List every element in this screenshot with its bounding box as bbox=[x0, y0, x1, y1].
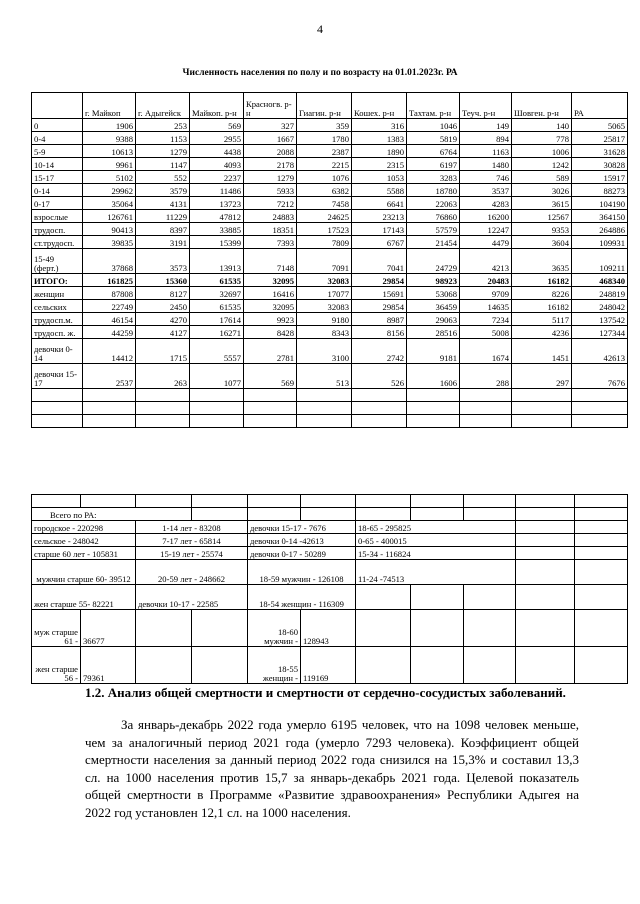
empty-cell bbox=[32, 389, 83, 402]
empty-cell bbox=[352, 389, 407, 402]
table-cell: 3573 bbox=[136, 249, 190, 274]
table-cell: 149 bbox=[460, 119, 512, 132]
empty-cell bbox=[136, 415, 190, 428]
row-label: трудосп. bbox=[32, 223, 83, 236]
table-cell: 9961 bbox=[83, 158, 136, 171]
table-cell: 11486 bbox=[190, 184, 244, 197]
table-cell: 33885 bbox=[190, 223, 244, 236]
table-cell: 6767 bbox=[352, 236, 407, 249]
row-label: 0 bbox=[32, 119, 83, 132]
table-cell: 1890 bbox=[352, 145, 407, 158]
summary-cell: жен старше 55- 82221 bbox=[32, 585, 136, 610]
table-cell: 6197 bbox=[407, 158, 460, 171]
table-cell: 569 bbox=[190, 119, 244, 132]
summary-cell: 18-54 женщин - 116309 bbox=[248, 585, 356, 610]
table-cell: 364150 bbox=[572, 210, 628, 223]
table-cell: 39835 bbox=[83, 236, 136, 249]
empty-row bbox=[32, 402, 628, 415]
table-cell: 7234 bbox=[460, 313, 512, 326]
table-cell: 87808 bbox=[83, 287, 136, 300]
table-cell: 18780 bbox=[407, 184, 460, 197]
table-cell: 23213 bbox=[352, 210, 407, 223]
table-cell: 589 bbox=[512, 171, 572, 184]
table-cell: 359 bbox=[297, 119, 352, 132]
table-cell: 4127 bbox=[136, 326, 190, 339]
table-row bbox=[32, 171, 628, 184]
header-row bbox=[32, 93, 628, 119]
table-cell: 8987 bbox=[352, 313, 407, 326]
table-cell: 2237 bbox=[190, 171, 244, 184]
table-cell: 264886 bbox=[572, 223, 628, 236]
column-header: г. Адыгейск bbox=[136, 93, 190, 119]
table-cell: 17143 bbox=[352, 223, 407, 236]
column-header: г. Майкоп bbox=[83, 93, 136, 119]
row-label: 0-17 bbox=[32, 197, 83, 210]
empty-cell bbox=[407, 389, 460, 402]
table-cell: 3615 bbox=[512, 197, 572, 210]
table-cell: 4093 bbox=[190, 158, 244, 171]
table-cell: 3604 bbox=[512, 236, 572, 249]
empty-cell bbox=[190, 402, 244, 415]
row-label: 15-49 (ферт.) bbox=[32, 249, 83, 274]
row-label: сельских bbox=[32, 300, 83, 313]
table-cell: 90413 bbox=[83, 223, 136, 236]
table-cell: 16182 bbox=[512, 300, 572, 313]
table-cell: 1153 bbox=[136, 132, 190, 145]
row-label: 0-14 bbox=[32, 184, 83, 197]
table-cell: 9353 bbox=[512, 223, 572, 236]
table-cell: 30828 bbox=[572, 158, 628, 171]
table-cell: 4283 bbox=[460, 197, 512, 210]
table-cell: 36459 bbox=[407, 300, 460, 313]
table-cell: 5819 bbox=[407, 132, 460, 145]
table-cell: 37868 bbox=[83, 249, 136, 274]
table-cell: 894 bbox=[460, 132, 512, 145]
table-row bbox=[32, 364, 628, 389]
empty-cell bbox=[297, 389, 352, 402]
table-row bbox=[32, 274, 628, 287]
table-cell: 109211 bbox=[572, 249, 628, 274]
empty-cell bbox=[32, 415, 83, 428]
row-label: девочки 0-14 bbox=[32, 339, 83, 364]
table-cell: 24625 bbox=[297, 210, 352, 223]
summary-cell: сельское - 248042 bbox=[32, 534, 136, 547]
table-cell: 3100 bbox=[297, 339, 352, 364]
table-cell: 12247 bbox=[460, 223, 512, 236]
table-cell: 32095 bbox=[244, 274, 297, 287]
table-cell: 5588 bbox=[352, 184, 407, 197]
empty-cell bbox=[136, 389, 190, 402]
table-cell: 552 bbox=[136, 171, 190, 184]
table-cell: 24729 bbox=[407, 249, 460, 274]
table-cell: 57579 bbox=[407, 223, 460, 236]
table-cell: 1451 bbox=[512, 339, 572, 364]
table-cell: 8428 bbox=[244, 326, 297, 339]
table-cell: 61535 bbox=[190, 300, 244, 313]
table-cell: 16182 bbox=[512, 274, 572, 287]
summary-cell: 79361 bbox=[81, 647, 136, 684]
table-cell: 14635 bbox=[460, 300, 512, 313]
empty-row bbox=[32, 415, 628, 428]
column-header: Шовген. р-н bbox=[512, 93, 572, 119]
column-header: Кошех. р-н bbox=[352, 93, 407, 119]
summary-cell: 18-65 - 295825 bbox=[356, 521, 516, 534]
table-cell: 4438 bbox=[190, 145, 244, 158]
table-cell: 6764 bbox=[407, 145, 460, 158]
table-cell: 8397 bbox=[136, 223, 190, 236]
table-cell: 9181 bbox=[407, 339, 460, 364]
table-cell: 29854 bbox=[352, 274, 407, 287]
table-cell: 98923 bbox=[407, 274, 460, 287]
table-cell: 1147 bbox=[136, 158, 190, 171]
summary-cell: 18-60 мужчин - bbox=[248, 610, 301, 647]
row-label: 0-4 bbox=[32, 132, 83, 145]
table-cell: 3537 bbox=[460, 184, 512, 197]
table-cell: 32697 bbox=[190, 287, 244, 300]
summary-cell: 128943 bbox=[301, 610, 356, 647]
empty-cell bbox=[352, 402, 407, 415]
table-cell: 297 bbox=[512, 364, 572, 389]
empty-row bbox=[32, 389, 628, 402]
table-cell: 7809 bbox=[297, 236, 352, 249]
empty-cell bbox=[244, 415, 297, 428]
table-cell: 316 bbox=[352, 119, 407, 132]
table-cell: 140 bbox=[512, 119, 572, 132]
table-cell: 137542 bbox=[572, 313, 628, 326]
table-cell: 32083 bbox=[297, 274, 352, 287]
table-cell: 11229 bbox=[136, 210, 190, 223]
table-cell: 28516 bbox=[407, 326, 460, 339]
table-row bbox=[32, 119, 628, 132]
table-cell: 2781 bbox=[244, 339, 297, 364]
summary-heading: Всего по РА: bbox=[32, 508, 192, 521]
table-cell: 15399 bbox=[190, 236, 244, 249]
table-cell: 5117 bbox=[512, 313, 572, 326]
empty-cell bbox=[136, 402, 190, 415]
table-cell: 6641 bbox=[352, 197, 407, 210]
table-cell: 5008 bbox=[460, 326, 512, 339]
table-cell: 7458 bbox=[297, 197, 352, 210]
empty-cell bbox=[512, 402, 572, 415]
table-cell: 22749 bbox=[83, 300, 136, 313]
table-cell: 15360 bbox=[136, 274, 190, 287]
empty-cell bbox=[297, 402, 352, 415]
row-label: 5-9 bbox=[32, 145, 83, 158]
table-cell: 468340 bbox=[572, 274, 628, 287]
table-cell: 1667 bbox=[244, 132, 297, 145]
summary-cell: 119169 bbox=[301, 647, 356, 684]
empty-cell bbox=[352, 415, 407, 428]
row-label: 15-17 bbox=[32, 171, 83, 184]
table-cell: 7393 bbox=[244, 236, 297, 249]
column-header: Гиагин. р-н bbox=[297, 93, 352, 119]
table-row bbox=[32, 184, 628, 197]
empty-cell bbox=[244, 402, 297, 415]
table-cell: 88273 bbox=[572, 184, 628, 197]
summary-cell: мужчин старше 60- 39512 bbox=[32, 560, 136, 585]
table-cell: 16416 bbox=[244, 287, 297, 300]
table-row bbox=[32, 326, 628, 339]
population-table bbox=[31, 92, 628, 428]
table-cell: 1006 bbox=[512, 145, 572, 158]
column-header: Тахтам. р-н bbox=[407, 93, 460, 119]
column-header bbox=[32, 93, 83, 119]
table-cell: 1279 bbox=[244, 171, 297, 184]
table-cell: 127344 bbox=[572, 326, 628, 339]
table-cell: 29854 bbox=[352, 300, 407, 313]
table-cell: 3635 bbox=[512, 249, 572, 274]
table-cell: 17077 bbox=[297, 287, 352, 300]
summary-cell: городское - 220298 bbox=[32, 521, 136, 534]
empty-cell bbox=[460, 389, 512, 402]
summary-cell: старше 60 лет - 105831 bbox=[32, 547, 136, 560]
table-cell: 2088 bbox=[244, 145, 297, 158]
table-cell: 4270 bbox=[136, 313, 190, 326]
table-cell: 29063 bbox=[407, 313, 460, 326]
table-cell: 1606 bbox=[407, 364, 460, 389]
table-cell: 746 bbox=[460, 171, 512, 184]
empty-cell bbox=[244, 389, 297, 402]
table-row bbox=[32, 197, 628, 210]
table-row bbox=[32, 287, 628, 300]
table-cell: 513 bbox=[297, 364, 352, 389]
table-cell: 109931 bbox=[572, 236, 628, 249]
empty-cell bbox=[572, 415, 628, 428]
table-cell: 1242 bbox=[512, 158, 572, 171]
table-cell: 9709 bbox=[460, 287, 512, 300]
summary-cell: 15-19 лет - 25574 bbox=[136, 547, 248, 560]
table-cell: 104190 bbox=[572, 197, 628, 210]
summary-cell: 11-24 -74513 bbox=[356, 560, 516, 585]
summary-cell: 0-65 - 400015 bbox=[356, 534, 516, 547]
summary-cell: 36677 bbox=[81, 610, 136, 647]
table-cell: 161825 bbox=[83, 274, 136, 287]
table-cell: 32083 bbox=[297, 300, 352, 313]
table-cell: 32095 bbox=[244, 300, 297, 313]
table-cell: 1076 bbox=[297, 171, 352, 184]
table-cell: 7041 bbox=[352, 249, 407, 274]
table-cell: 1480 bbox=[460, 158, 512, 171]
table-cell: 13723 bbox=[190, 197, 244, 210]
table-cell: 1906 bbox=[83, 119, 136, 132]
table-row bbox=[32, 236, 628, 249]
summary-cell: 15-34 - 116824 bbox=[356, 547, 516, 560]
table-cell: 17523 bbox=[297, 223, 352, 236]
section-heading: 1.2. Анализ общей смертности и смертности от сердечно-сосудистых заболеваний. bbox=[85, 685, 566, 700]
table-cell: 2742 bbox=[352, 339, 407, 364]
table-cell: 288 bbox=[460, 364, 512, 389]
column-header: РА bbox=[572, 93, 628, 119]
table-cell: 253 bbox=[136, 119, 190, 132]
table-cell: 42613 bbox=[572, 339, 628, 364]
summary-cell: жен старше 56 - bbox=[32, 647, 81, 684]
summary-cell: 1-14 лет - 83208 bbox=[136, 521, 248, 534]
table-cell: 778 bbox=[512, 132, 572, 145]
empty-cell bbox=[297, 415, 352, 428]
table-cell: 53068 bbox=[407, 287, 460, 300]
empty-cell bbox=[460, 415, 512, 428]
table-cell: 17614 bbox=[190, 313, 244, 326]
table-cell: 248819 bbox=[572, 287, 628, 300]
table-cell: 16271 bbox=[190, 326, 244, 339]
empty-cell bbox=[512, 415, 572, 428]
table-cell: 22063 bbox=[407, 197, 460, 210]
page-number: 4 bbox=[317, 22, 323, 36]
table-cell: 8226 bbox=[512, 287, 572, 300]
empty-cell bbox=[407, 415, 460, 428]
table-cell: 9923 bbox=[244, 313, 297, 326]
table-cell: 1674 bbox=[460, 339, 512, 364]
table-cell: 2537 bbox=[83, 364, 136, 389]
table-row bbox=[32, 339, 628, 364]
empty-cell bbox=[83, 415, 136, 428]
table-cell: 9180 bbox=[297, 313, 352, 326]
column-header: Теуч. р-н bbox=[460, 93, 512, 119]
table-cell: 46154 bbox=[83, 313, 136, 326]
summary-cell: девочки 0-17 - 50289 bbox=[248, 547, 356, 560]
table-cell: 25817 bbox=[572, 132, 628, 145]
empty-cell bbox=[460, 402, 512, 415]
table-row bbox=[32, 132, 628, 145]
row-label: женщин bbox=[32, 287, 83, 300]
table-cell: 16200 bbox=[460, 210, 512, 223]
table-cell: 126761 bbox=[83, 210, 136, 223]
table-cell: 13913 bbox=[190, 249, 244, 274]
table-cell: 1046 bbox=[407, 119, 460, 132]
table-row bbox=[32, 145, 628, 158]
table-cell: 248042 bbox=[572, 300, 628, 313]
table-cell: 2315 bbox=[352, 158, 407, 171]
column-header: Красногв. р-н bbox=[244, 93, 297, 119]
table-cell: 1715 bbox=[136, 339, 190, 364]
table-cell: 4213 bbox=[460, 249, 512, 274]
table-cell: 3579 bbox=[136, 184, 190, 197]
table-cell: 3283 bbox=[407, 171, 460, 184]
table-row bbox=[32, 249, 628, 274]
empty-cell bbox=[83, 389, 136, 402]
row-label: трудосп. ж. bbox=[32, 326, 83, 339]
table-cell: 2178 bbox=[244, 158, 297, 171]
empty-cell bbox=[572, 389, 628, 402]
table-cell: 8343 bbox=[297, 326, 352, 339]
table-row bbox=[32, 210, 628, 223]
table-cell: 5557 bbox=[190, 339, 244, 364]
summary-cell: девочки 0-14 -42613 bbox=[248, 534, 356, 547]
table-row bbox=[32, 223, 628, 236]
summary-table bbox=[31, 494, 628, 684]
table-cell: 29962 bbox=[83, 184, 136, 197]
summary-cell: девочки 10-17 - 22585 bbox=[136, 585, 248, 610]
column-header: Майкоп. р-н bbox=[190, 93, 244, 119]
table-cell: 1163 bbox=[460, 145, 512, 158]
empty-cell bbox=[190, 415, 244, 428]
table-cell: 21454 bbox=[407, 236, 460, 249]
empty-cell bbox=[407, 402, 460, 415]
table-cell: 8127 bbox=[136, 287, 190, 300]
table-cell: 14412 bbox=[83, 339, 136, 364]
summary-cell: 18-59 мужчин - 126108 bbox=[248, 560, 356, 585]
table-cell: 12567 bbox=[512, 210, 572, 223]
summary-cell: девочки 15-17 - 7676 bbox=[248, 521, 356, 534]
row-label: девочки 15-17 bbox=[32, 364, 83, 389]
table-cell: 327 bbox=[244, 119, 297, 132]
table-cell: 20483 bbox=[460, 274, 512, 287]
summary-cell: муж старше 61 - bbox=[32, 610, 81, 647]
table-cell: 5933 bbox=[244, 184, 297, 197]
table-cell: 2450 bbox=[136, 300, 190, 313]
summary-cell: 7-17 лет - 65814 bbox=[136, 534, 248, 547]
table-cell: 76860 bbox=[407, 210, 460, 223]
table-cell: 5102 bbox=[83, 171, 136, 184]
table-cell: 18351 bbox=[244, 223, 297, 236]
table-cell: 3026 bbox=[512, 184, 572, 197]
table-cell: 2387 bbox=[297, 145, 352, 158]
row-label: ИТОГО: bbox=[32, 274, 83, 287]
body-paragraph: За январь-декабрь 2022 года умерло 6195 человек, что на 1098 человек меньше, чем за аналогичный период 2021 года (умерло 7293 человека). Коэффициент общей смертности населения за данный период 2022 года снизился на 15,3% и составил 13,3 сл. на 1000 населения против 15,7 за январь-декабрь 2021 года. Целевой показатель общей смертности в Программе «Развитие здравоохранения» Республики Адыгея на 2022 год установлен 12,1 сл. на 1000 населения. bbox=[85, 717, 579, 820]
empty-cell bbox=[32, 402, 83, 415]
table-cell: 1077 bbox=[190, 364, 244, 389]
table-cell: 3191 bbox=[136, 236, 190, 249]
empty-cell bbox=[83, 402, 136, 415]
row-label: взрослые bbox=[32, 210, 83, 223]
table-cell: 7212 bbox=[244, 197, 297, 210]
table-cell: 10613 bbox=[83, 145, 136, 158]
table-cell: 47812 bbox=[190, 210, 244, 223]
table-cell: 263 bbox=[136, 364, 190, 389]
table-title: Численность населения по полу и по возрасту на 01.01.2023г. РА bbox=[182, 68, 458, 78]
table-cell: 4479 bbox=[460, 236, 512, 249]
table-cell: 61535 bbox=[190, 274, 244, 287]
summary-cell: 20-59 лет - 248662 bbox=[136, 560, 248, 585]
table-cell: 1383 bbox=[352, 132, 407, 145]
table-cell: 1780 bbox=[297, 132, 352, 145]
table-cell: 8156 bbox=[352, 326, 407, 339]
summary-cell: 18-55 женщин - bbox=[248, 647, 301, 684]
table-row bbox=[32, 313, 628, 326]
empty-cell bbox=[572, 402, 628, 415]
table-cell: 1279 bbox=[136, 145, 190, 158]
table-cell: 15917 bbox=[572, 171, 628, 184]
table-cell: 44259 bbox=[83, 326, 136, 339]
table-cell: 7091 bbox=[297, 249, 352, 274]
table-cell: 2955 bbox=[190, 132, 244, 145]
table-cell: 7148 bbox=[244, 249, 297, 274]
table-cell: 7676 bbox=[572, 364, 628, 389]
table-cell: 35064 bbox=[83, 197, 136, 210]
table-row bbox=[32, 158, 628, 171]
table-cell: 2215 bbox=[297, 158, 352, 171]
row-label: трудосп.м. bbox=[32, 313, 83, 326]
table-cell: 526 bbox=[352, 364, 407, 389]
table-cell: 6382 bbox=[297, 184, 352, 197]
empty-cell bbox=[512, 389, 572, 402]
table-cell: 569 bbox=[244, 364, 297, 389]
table-cell: 4131 bbox=[136, 197, 190, 210]
table-cell: 31628 bbox=[572, 145, 628, 158]
table-cell: 5065 bbox=[572, 119, 628, 132]
empty-cell bbox=[190, 389, 244, 402]
table-cell: 15691 bbox=[352, 287, 407, 300]
row-label: 10-14 bbox=[32, 158, 83, 171]
table-cell: 24883 bbox=[244, 210, 297, 223]
table-cell: 9388 bbox=[83, 132, 136, 145]
table-cell: 4236 bbox=[512, 326, 572, 339]
table-row bbox=[32, 300, 628, 313]
row-label: ст.трудосп. bbox=[32, 236, 83, 249]
table-cell: 1053 bbox=[352, 171, 407, 184]
